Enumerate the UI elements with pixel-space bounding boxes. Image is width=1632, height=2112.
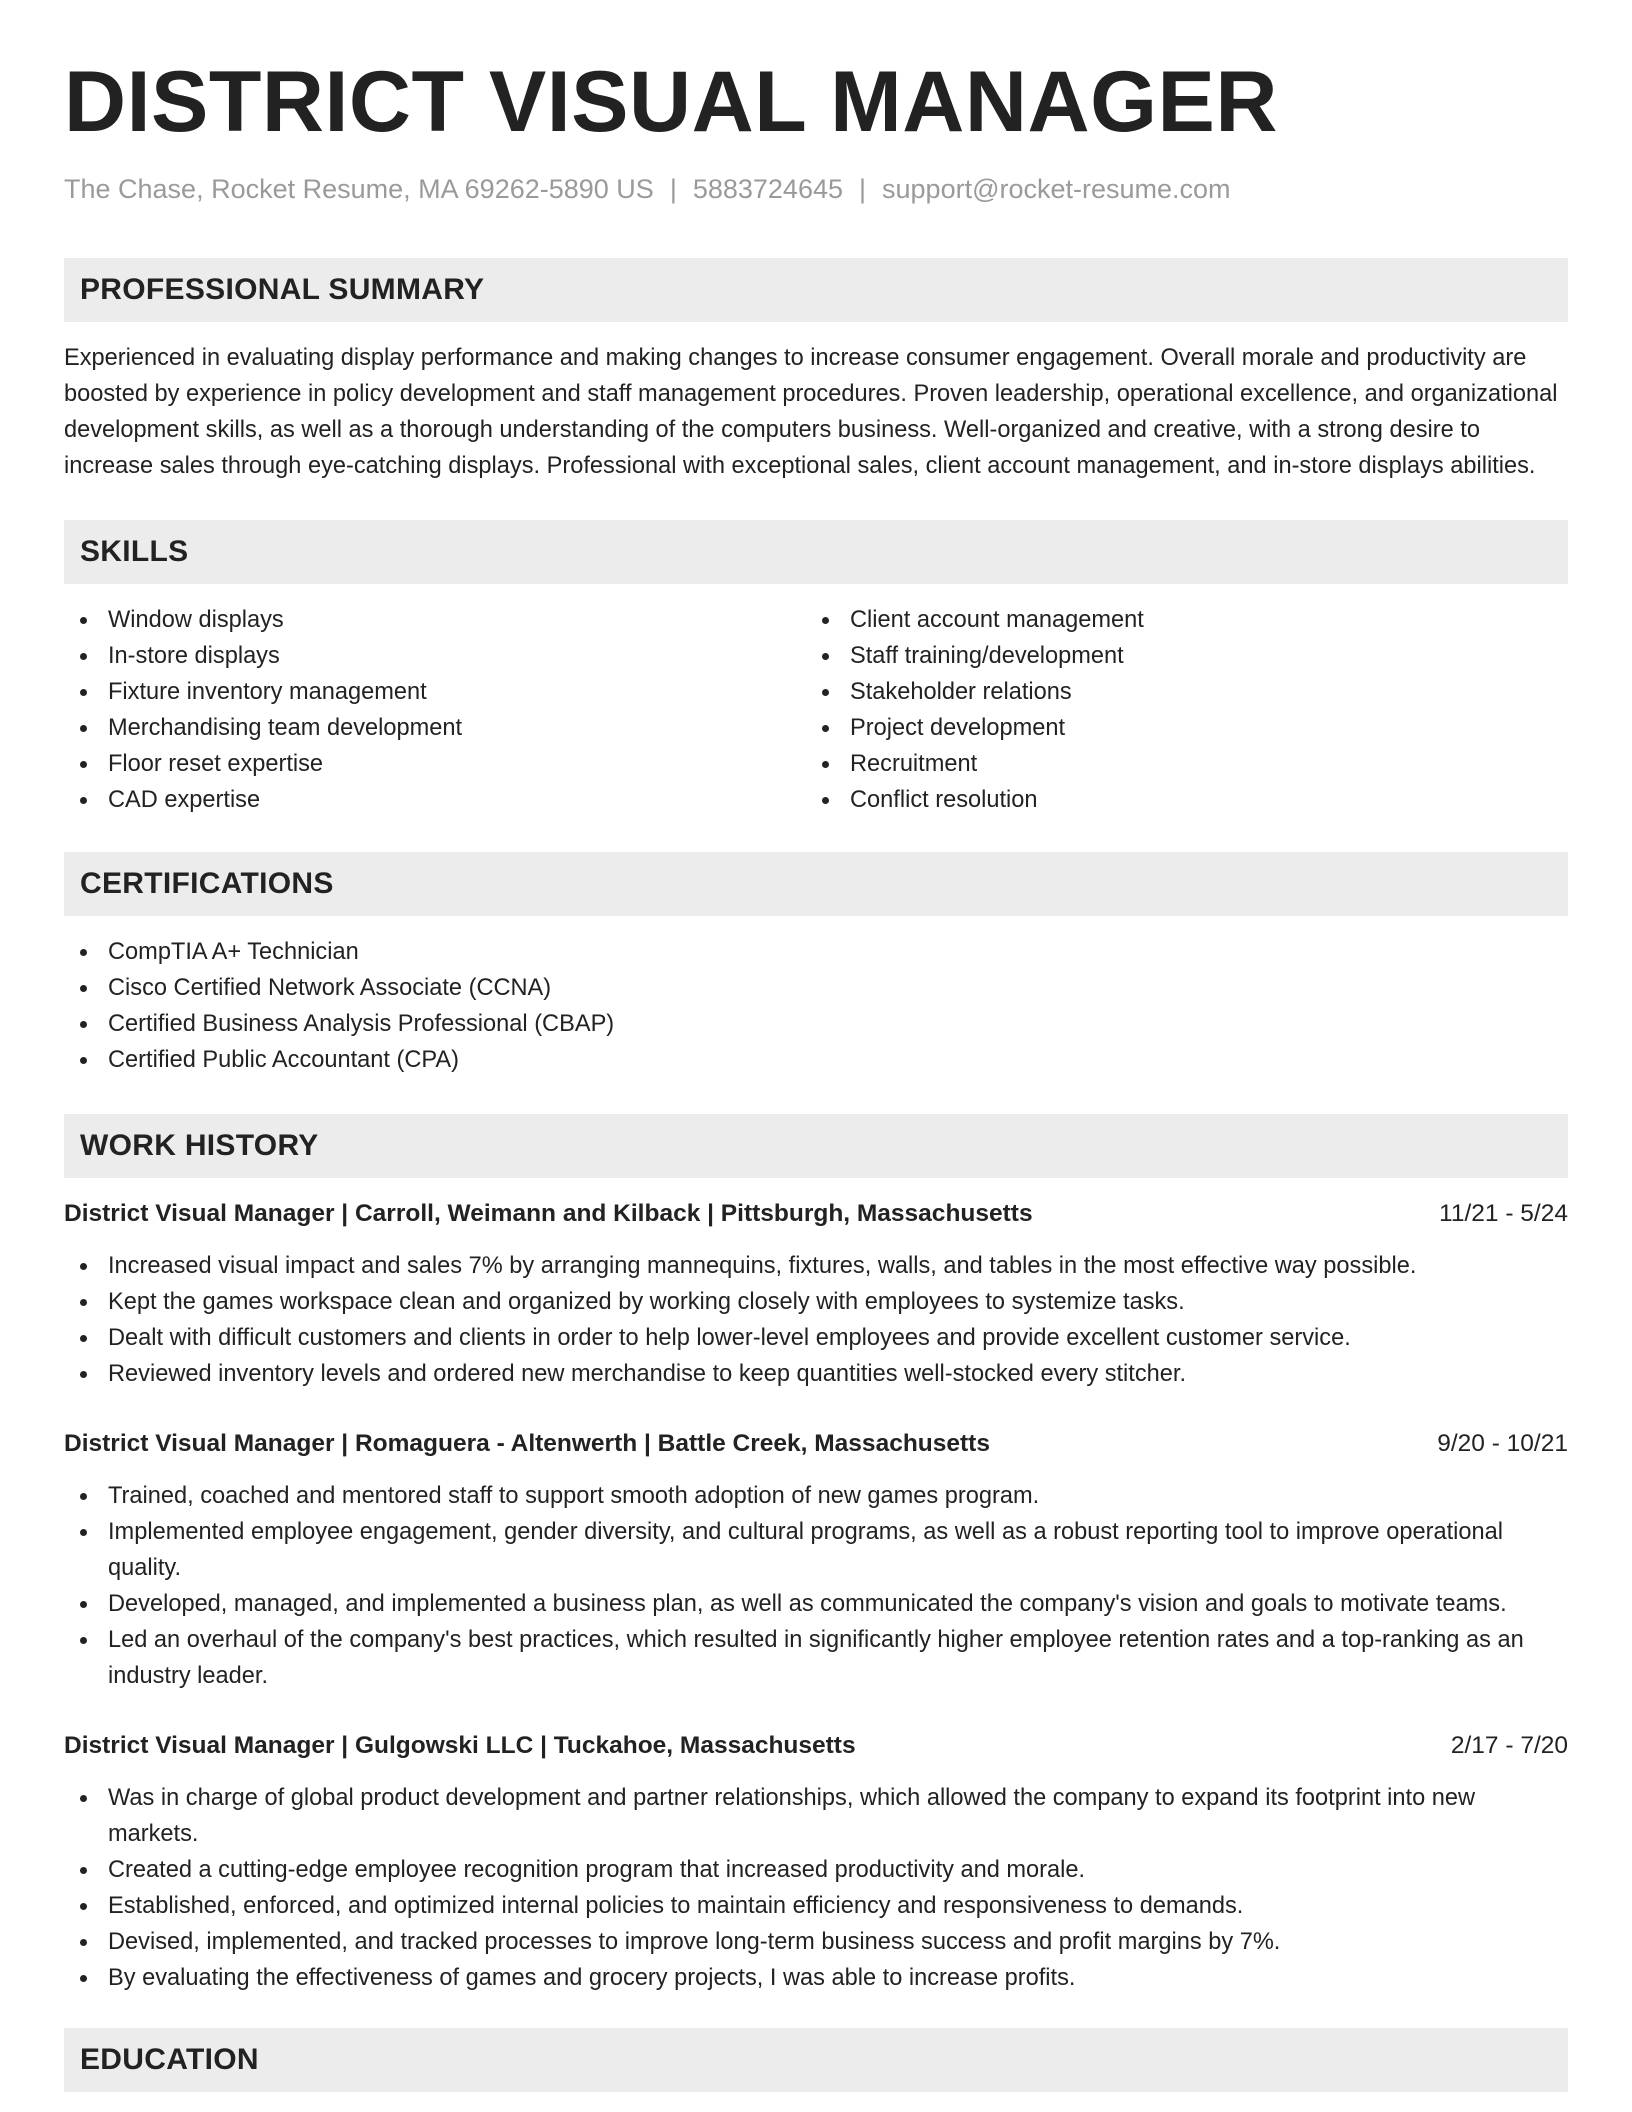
skill-item: Merchandising team development — [64, 710, 806, 746]
contact-phone: 5883724645 — [692, 174, 843, 204]
job-entry — [64, 1728, 1568, 1996]
job-title: District Visual Manager | Carroll, Weimann and Kilback | Pittsburgh, Massachusetts — [64, 1200, 1033, 1227]
page-title: DISTRICT VISUAL MANAGER — [64, 54, 1278, 150]
summary-section — [64, 258, 1568, 484]
education-section — [64, 2028, 1568, 2092]
job-bullet: Led an overhaul of the company's best practices, which resulted in significantly higher employee retention rates and a top-ranking as an industry leader. — [64, 1622, 1568, 1694]
job-bullets — [64, 1780, 1568, 1996]
skill-item: Floor reset expertise — [64, 746, 806, 782]
skill-item: Recruitment — [806, 746, 1548, 782]
certification-item: Certified Business Analysis Professional (CBAP) — [64, 1006, 1568, 1042]
summary-text: Experienced in evaluating display performance and making changes to increase consumer engagement. Overall morale and productivity are boosted by experience in policy development and staff management procedures. Proven leadership, operational excellence, and organizational development skills, as well as a thorough understanding of the computers business. Well-organized and creative, with a strong desire to increase sales through eye-catching displays. Professional with exceptional sales, client account management, and in-store displays abilities. — [64, 345, 1558, 479]
job-bullets — [64, 1248, 1568, 1392]
work-history-section — [64, 1114, 1568, 1996]
job-bullet: Devised, implemented, and tracked processes to improve long-term business success and profit margins by 7%. — [64, 1924, 1568, 1960]
contact-email: support@rocket-resume.com — [882, 174, 1231, 204]
summary-heading: PROFESSIONAL SUMMARY — [64, 258, 1568, 322]
skill-item: Window displays — [64, 602, 806, 638]
certifications-list — [64, 934, 1568, 1078]
job-bullet: Trained, coached and mentored staff to support smooth adoption of new games program. — [64, 1478, 1568, 1514]
job-bullet: Dealt with difficult customers and clients in order to help lower-level employees and provide excellent customer service. — [64, 1320, 1568, 1356]
job-header — [64, 1728, 1568, 1764]
job-bullet: Reviewed inventory levels and ordered new merchandise to keep quantities well-stocked every stitcher. — [64, 1356, 1568, 1392]
skill-item: Conflict resolution — [806, 782, 1548, 818]
job-dates: 9/20 - 10/21 — [1437, 1430, 1568, 1457]
certifications-section — [64, 852, 1568, 1078]
skills-heading: SKILLS — [64, 520, 1568, 584]
job-dates: 11/21 - 5/24 — [1439, 1200, 1568, 1227]
skills-section — [64, 520, 1568, 818]
job-bullet: Implemented employee engagement, gender diversity, and cultural programs, as well as a robust reporting tool to improve operational quality. — [64, 1514, 1568, 1586]
skill-item: In-store displays — [64, 638, 806, 674]
certification-item: Certified Public Accountant (CPA) — [64, 1042, 1568, 1078]
work-history-heading: WORK HISTORY — [64, 1114, 1568, 1178]
job-title: District Visual Manager | Romaguera - Altenwerth | Battle Creek, Massachusetts — [64, 1430, 990, 1457]
job-entry — [64, 1196, 1568, 1392]
job-bullet: Increased visual impact and sales 7% by arranging mannequins, fixtures, walls, and tables in the most effective way possible. — [64, 1248, 1568, 1284]
job-bullets — [64, 1478, 1568, 1694]
skill-item: Staff training/development — [806, 638, 1548, 674]
skills-grid — [64, 602, 1568, 818]
job-entry — [64, 1426, 1568, 1694]
resume-page — [64, 0, 1568, 2092]
job-header — [64, 1196, 1568, 1232]
skill-item: Client account management — [806, 602, 1548, 638]
contact-separator: | — [859, 174, 867, 204]
job-header — [64, 1426, 1568, 1462]
contact-address: The Chase, Rocket Resume, MA 69262-5890 US — [64, 174, 654, 204]
job-bullet: By evaluating the effectiveness of games and grocery projects, I was able to increase profits. — [64, 1960, 1568, 1996]
job-bullet: Developed, managed, and implemented a business plan, as well as communicated the company's vision and goals to motivate teams. — [64, 1586, 1568, 1622]
job-dates: 2/17 - 7/20 — [1450, 1732, 1568, 1759]
skill-item: CAD expertise — [64, 782, 806, 818]
skill-item: Stakeholder relations — [806, 674, 1548, 710]
contact-line — [64, 172, 1568, 206]
certification-item: CompTIA A+ Technician — [64, 934, 1568, 970]
contact-separator: | — [669, 174, 677, 204]
certification-item: Cisco Certified Network Associate (CCNA) — [64, 970, 1568, 1006]
job-title: District Visual Manager | Gulgowski LLC | Tuckahoe, Massachusetts — [64, 1732, 856, 1759]
certifications-heading: CERTIFICATIONS — [64, 852, 1568, 916]
skills-list-left — [64, 602, 806, 818]
job-bullet: Created a cutting-edge employee recognition program that increased productivity and morale. — [64, 1852, 1568, 1888]
education-heading: EDUCATION — [64, 2028, 1568, 2092]
skills-list-right — [806, 602, 1548, 818]
job-bullet: Established, enforced, and optimized internal policies to maintain efficiency and responsiveness to demands. — [64, 1888, 1568, 1924]
skill-item: Project development — [806, 710, 1548, 746]
job-bullet: Was in charge of global product development and partner relationships, which allowed the company to expand its footprint into new markets. — [64, 1780, 1568, 1852]
job-bullet: Kept the games workspace clean and organized by working closely with employees to systemize tasks. — [64, 1284, 1568, 1320]
skill-item: Fixture inventory management — [64, 674, 806, 710]
